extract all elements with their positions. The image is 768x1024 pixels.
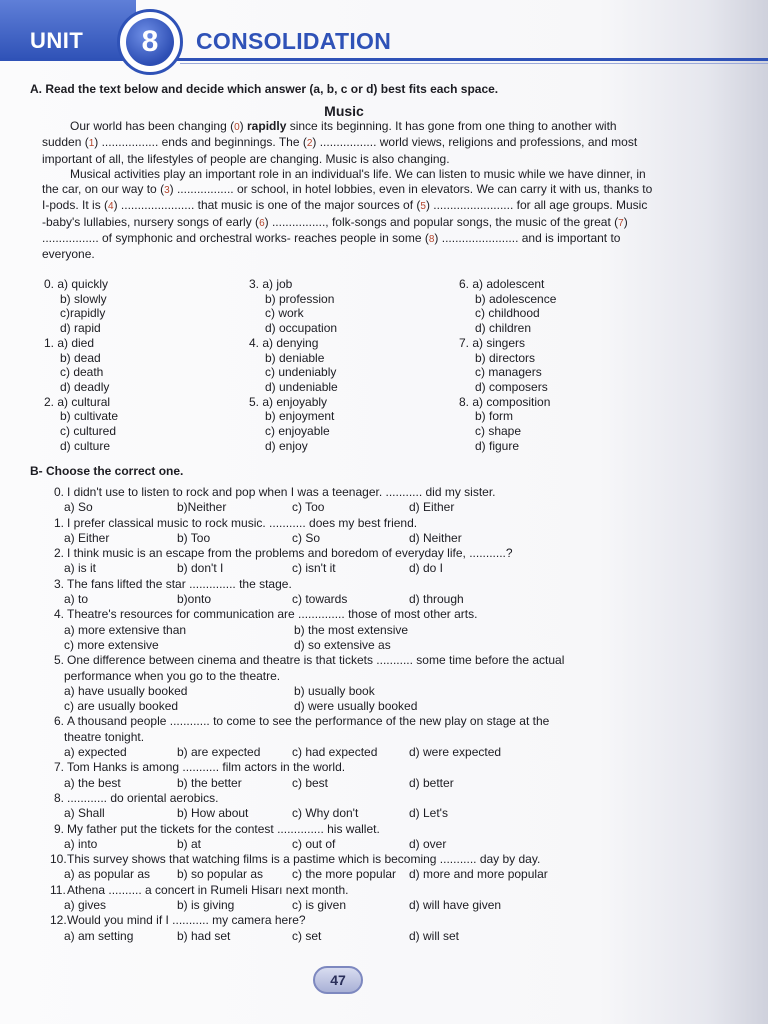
answer-option: c) childhood: [475, 306, 540, 321]
answer-option: b) don't I: [177, 561, 224, 576]
answer-option: d) undeniable: [265, 379, 338, 394]
gap-marker: 8: [428, 234, 435, 246]
passage-paragraph-2: [42, 167, 654, 263]
question-option-first: 6. a) adolescent: [459, 277, 545, 291]
answer-option: c) best: [292, 775, 329, 790]
header-rule-thin: [180, 63, 768, 64]
answer-row: [50, 806, 670, 821]
answer-option: c) death: [60, 365, 104, 380]
answer-option: b) the most extensive: [294, 622, 409, 637]
question-stem-continued: performance when you go to the theatre.: [64, 668, 281, 683]
passage-text-run: ): [239, 119, 248, 133]
question-option-first: 8. a) composition: [459, 394, 551, 409]
passage-text-run: ) ....................... and is important to everyone.: [42, 231, 621, 262]
question-text: [50, 791, 670, 806]
answer-option: a) am setting: [64, 928, 134, 943]
question-number: 6.: [53, 714, 64, 729]
answer-option: d) more and more popular: [409, 867, 548, 882]
answer-row: [50, 867, 670, 882]
gap-marker: 2: [306, 138, 313, 150]
answer-option: d) were usually booked: [294, 699, 418, 714]
answer-option: d) rapid: [60, 321, 101, 336]
question-text: [50, 714, 670, 729]
answer-option: a) Shall: [64, 806, 105, 821]
question-text: [50, 822, 670, 837]
question-text: [50, 913, 670, 928]
question-number: 12.: [50, 913, 67, 928]
answer-option: d) culture: [60, 438, 111, 453]
answer-option: a) So: [64, 500, 93, 515]
answer-option: b) form: [475, 409, 514, 424]
question-stem: One difference between cinema and theatre is that tickets ........... some time before the actual: [67, 653, 565, 668]
answer-option: a) expected: [64, 745, 127, 760]
question-option-first: 7. a) singers: [459, 335, 526, 350]
options-column-3: [459, 277, 556, 453]
passage-text-run: ) ................, folk-songs and popular songs, the music of the great (: [264, 214, 619, 229]
answer-option: c) Why don't: [292, 806, 359, 821]
answer-option: d) will have given: [409, 898, 502, 913]
question-text: [50, 485, 670, 500]
question-item: [50, 791, 670, 822]
question-stem: Tom Hanks is among ........... film actors in the world.: [67, 760, 346, 775]
answer-option: a) as popular as: [64, 867, 151, 882]
answer-row: [50, 745, 670, 760]
answer-option: d) occupation: [265, 321, 338, 336]
answer-option: c) enjoyable: [265, 424, 330, 439]
question-number: 0.: [53, 485, 64, 499]
answer-option: c) Too: [292, 500, 325, 515]
answer-option: d) were expected: [409, 745, 502, 760]
question-item: [50, 913, 670, 944]
answer-option: b) is giving: [177, 898, 235, 913]
gap-marker: 3: [164, 185, 170, 197]
answer-option: c) the more popular: [292, 867, 397, 882]
answer-option: b) How about: [177, 806, 249, 821]
options-column-2: [249, 277, 338, 453]
question-item: [50, 653, 670, 714]
answer-option: d) through: [409, 592, 464, 607]
answer-option: b) so popular as: [177, 867, 264, 882]
answer-option: c) is given: [292, 898, 347, 913]
answer-option: b) usually book: [294, 683, 375, 698]
question-option-first: 5. a) enjoyably: [249, 394, 328, 409]
answer-option: c)rapidly: [60, 306, 106, 321]
question-text: [50, 607, 670, 622]
answer-option: c) set: [292, 928, 322, 943]
answer-option: a) gives: [64, 898, 107, 913]
unit-number: 8: [126, 18, 174, 66]
passage-text: [42, 119, 654, 263]
question-number: 8.: [53, 790, 64, 805]
passage-text-run: since its beginning. It has gone from one thing to another with sudden (: [42, 119, 617, 150]
answer-option: b) enjoyment: [265, 409, 335, 424]
answer-option: d) better: [409, 775, 454, 790]
page-number: 47: [313, 966, 363, 994]
passage-title: Music: [324, 103, 364, 119]
answer-option: d) Either: [409, 500, 455, 515]
answer-option: b) directors: [475, 350, 536, 365]
answer-option: a) Either: [64, 530, 110, 545]
question-stem: Athena .......... a concert in Rumeli Hisarı next month.: [67, 882, 349, 897]
answer-row: [50, 638, 670, 653]
answer-option: c) So: [292, 530, 321, 545]
answer-option: d) figure: [475, 438, 520, 453]
header-rule: [0, 58, 768, 61]
question-item: [50, 760, 670, 791]
question-number: 4.: [53, 607, 64, 622]
unit-number-badge: [117, 9, 183, 75]
question-text: [50, 883, 670, 898]
passage-text-run: ) ................. or school, in hotel lobbies, even in elevators. We can carry it with us, thanks to I-pods. It is (: [42, 182, 653, 213]
question-number: 9.: [53, 821, 64, 836]
gap-marker: 6: [259, 217, 265, 229]
question-option-first: 0. a) quickly: [44, 277, 109, 291]
answer-row: [50, 898, 670, 913]
answer-option: a) more extensive than: [64, 622, 187, 637]
passage-text-run: ) ...................... that music is one of the major sources of (: [113, 198, 421, 213]
answer-option: d) enjoy: [265, 438, 308, 453]
question-item: [50, 852, 670, 883]
question-number: 2.: [53, 546, 64, 561]
answer-option: c) more extensive: [64, 637, 159, 652]
answer-option: b) dead: [60, 350, 101, 365]
question-item: [50, 485, 670, 516]
answer-option: c) shape: [475, 424, 522, 439]
passage-text-run: ) ................. of symphonic and orchestral works- reaches people in some (: [42, 214, 628, 246]
answer-option: a) to: [64, 592, 89, 607]
question-option-first: 1. a) died: [44, 335, 95, 350]
question-stem: The fans lifted the star .............. the stage.: [67, 576, 292, 591]
question-text: [50, 516, 670, 531]
answer-option: b) at: [177, 836, 202, 851]
answer-option: c) work: [265, 306, 304, 321]
answer-row: [50, 561, 670, 576]
question-item: [50, 607, 670, 653]
answer-option: d) composers: [475, 379, 548, 394]
answer-option: b) had set: [177, 928, 231, 943]
gap-marker: 1: [88, 138, 95, 150]
options-column-1: [44, 277, 118, 453]
question-item: [50, 714, 670, 760]
section-a-instruction: A. Read the text below and decide which answer (a, b, c or d) best fits each space.: [30, 82, 499, 96]
unit-label: UNIT: [30, 28, 84, 53]
passage-text-run: ) ........................ for all age groups. Music -baby's lullabies, nursery songs of early (: [42, 198, 648, 229]
question-text: [50, 577, 670, 592]
answer-option: d) Neither: [409, 530, 462, 545]
answer-row: [50, 684, 670, 699]
answer-option: d) do I: [409, 561, 444, 576]
answer-row: [50, 623, 670, 638]
answer-option: b) cultivate: [60, 409, 119, 424]
answer-row: [50, 531, 670, 546]
answer-option: a) is it: [64, 561, 97, 576]
answer-option: b) deniable: [265, 350, 325, 365]
question-stem: A thousand people ............ to come to see the performance of the new play on stage at the: [67, 714, 550, 729]
question-number: 10.: [50, 852, 67, 867]
section-b-instruction: B- Choose the correct one.: [30, 464, 184, 478]
question-item: [50, 883, 670, 914]
gap-marker: 7: [618, 217, 624, 229]
gap-marker: 4: [108, 201, 114, 213]
passage-text-run: Our world has been changing (: [70, 119, 235, 133]
passage-text-run: Musical activities play an important role in an individual's life. We can listen to music while we have dinner, in the car, on our way to (: [42, 166, 646, 197]
question-item: [50, 546, 670, 577]
answer-option: a) have usually booked: [64, 683, 188, 698]
question-item: [50, 822, 670, 853]
question-text: [50, 546, 670, 561]
page-title: CONSOLIDATION: [196, 28, 392, 54]
answer-option: c) cultured: [60, 424, 117, 439]
unit-tab: [0, 0, 136, 60]
question-number: 3.: [53, 576, 64, 591]
answer-option: b) the better: [177, 775, 242, 790]
answer-option: a) into: [64, 836, 98, 851]
answer-option: a) the best: [64, 775, 121, 790]
question-number: 7.: [53, 760, 64, 775]
answer-row: [50, 929, 670, 944]
question-option-first: 4. a) denying: [249, 335, 319, 350]
question-number: 11.: [50, 882, 66, 897]
example-answer: rapidly: [247, 119, 287, 133]
passage-paragraph-1: [42, 119, 654, 167]
question-stem: My father put the tickets for the contest .............. his wallet.: [67, 821, 380, 836]
question-number: 5.: [53, 653, 64, 668]
answer-option: c) isn't it: [292, 561, 336, 576]
question-stem: I think music is an escape from the problems and boredom of everyday life, ...........?: [67, 546, 513, 561]
answer-option: d) deadly: [60, 379, 110, 394]
answer-option: c) are usually booked: [64, 699, 179, 714]
answer-row: [50, 699, 670, 714]
question-item: [50, 577, 670, 608]
question-stem: I didn't use to listen to rock and pop when I was a teenager. ........... did my sister.: [67, 485, 496, 499]
answer-option: b) profession: [265, 291, 335, 306]
answer-option: c) undeniably: [265, 365, 337, 380]
question-stem: This survey shows that watching films is a pastime which is becoming ........... day by day.: [67, 852, 541, 867]
answer-option: b)onto: [177, 592, 212, 607]
passage-text-run: ) ................. ends and beginnings. The (: [94, 135, 307, 150]
question-text: [50, 852, 670, 867]
question-option-first: 2. a) cultural: [44, 394, 111, 409]
question-stem-continued: theatre tonight.: [64, 729, 145, 744]
answer-row: [50, 776, 670, 791]
question-stem: Theatre's resources for communication are .............. those of most other arts.: [67, 607, 478, 622]
passage-text-run: ) ................. world views, religions and professions, and most important of all, the lifestyles of people are changing. Music is also changing.: [42, 135, 638, 166]
answer-row: [50, 592, 670, 607]
answer-option: b) are expected: [177, 745, 261, 760]
answer-option: b) slowly: [60, 291, 107, 306]
gap-marker: 5: [420, 201, 426, 213]
answer-option: d) children: [475, 321, 532, 336]
answer-row: [50, 500, 670, 515]
question-stem: Would you mind if I ........... my camera here?: [67, 913, 306, 928]
question-stem: I prefer classical music to rock music. ........... does my best friend.: [67, 515, 418, 530]
gap-marker: 0: [234, 122, 240, 133]
question-item: [50, 516, 670, 547]
answer-option: c) out of: [292, 836, 336, 851]
answer-option: d) so extensive as: [294, 637, 391, 652]
answer-option: b)Neither: [177, 500, 227, 515]
answer-option: d) Let's: [409, 806, 448, 821]
question-stem: ............ do oriental aerobics.: [67, 790, 219, 805]
answer-option: b) Too: [177, 530, 211, 545]
question-text: [50, 653, 670, 668]
question-option-first: 3. a) job: [249, 277, 293, 291]
section-b-questions: [50, 485, 670, 944]
question-text: [50, 760, 670, 775]
answer-option: c) had expected: [292, 745, 378, 760]
answer-option: d) will set: [409, 928, 460, 943]
answer-option: d) over: [409, 836, 447, 851]
answer-row: [50, 837, 670, 852]
answer-option: c) towards: [292, 592, 348, 607]
answer-option: b) adolescence: [475, 291, 557, 306]
question-number: 1.: [53, 515, 64, 530]
answer-option: c) managers: [475, 365, 542, 380]
